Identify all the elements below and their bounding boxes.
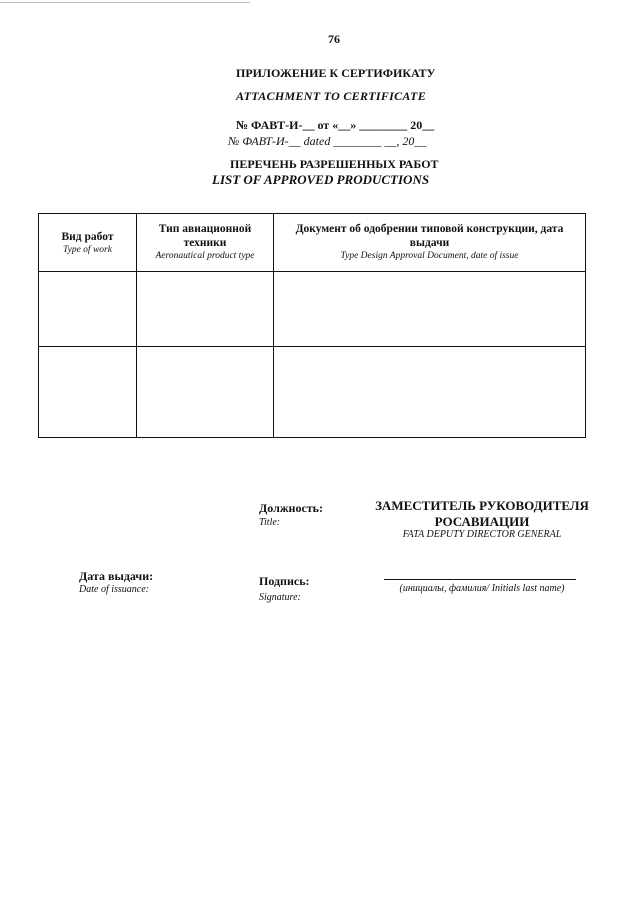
approved-productions-table xyxy=(38,213,586,438)
table-cell xyxy=(137,347,274,438)
scan-edge-line xyxy=(0,2,250,3)
column-header-label-en: Aeronautical product type xyxy=(155,251,255,261)
table-header-row xyxy=(39,214,586,272)
certificate-number-ru: № ФАВТ-И-__ от «__» ________ 20__ xyxy=(236,118,435,132)
column-header-product-type xyxy=(137,214,274,272)
column-header-label-ru: Документ об одобрении типовой конструкции, дата выдачи xyxy=(295,223,564,249)
attachment-title-en: ATTACHMENT TO CERTIFICATE xyxy=(236,89,426,103)
table-row xyxy=(39,347,586,438)
column-header-label-en: Type Design Approval Document, date of issue xyxy=(340,251,519,261)
table-cell xyxy=(137,272,274,347)
column-header-label-ru: Тип авиационной техники xyxy=(158,223,252,249)
title-label-en: Title: xyxy=(259,517,281,528)
page-number: 76 xyxy=(328,32,340,46)
signature-label-ru: Подпись: xyxy=(259,574,310,588)
table-cell xyxy=(274,272,586,347)
column-header-label-en: Type of work xyxy=(63,245,112,255)
date-label-en: Date of issuance: xyxy=(79,584,149,595)
table-cell xyxy=(39,272,137,347)
signature-caption: (инициалы, фамилия/ Initials last name) xyxy=(399,583,565,594)
table-row xyxy=(39,272,586,347)
position-en: FATA DEPUTY DIRECTOR GENERAL xyxy=(402,529,562,540)
column-header-approval-document xyxy=(274,214,586,272)
position-ru-line1: ЗАМЕСТИТЕЛЬ РУКОВОДИТЕЛЯ xyxy=(375,498,589,513)
list-title-ru: ПЕРЕЧЕНЬ РАЗРЕШЕННЫХ РАБОТ xyxy=(230,157,439,171)
attachment-title-ru: ПРИЛОЖЕНИЕ К СЕРТИФИКАТУ xyxy=(236,66,436,80)
signature-line xyxy=(384,579,576,580)
list-title-en: LIST OF APPROVED PRODUCTIONS xyxy=(212,172,430,187)
table-cell xyxy=(274,347,586,438)
title-label-ru: Должность: xyxy=(259,501,324,515)
table-cell xyxy=(39,347,137,438)
date-label-ru: Дата выдачи: xyxy=(79,569,154,583)
position-ru-line2: РОСАВИАЦИИ xyxy=(434,514,530,529)
column-header-type-of-work xyxy=(39,214,137,272)
certificate-number-en: № ФАВТ-И-__ dated ________ __, 20__ xyxy=(228,134,427,148)
column-header-label-ru: Вид работ xyxy=(61,231,114,243)
signature-label-en: Signature: xyxy=(259,592,301,603)
